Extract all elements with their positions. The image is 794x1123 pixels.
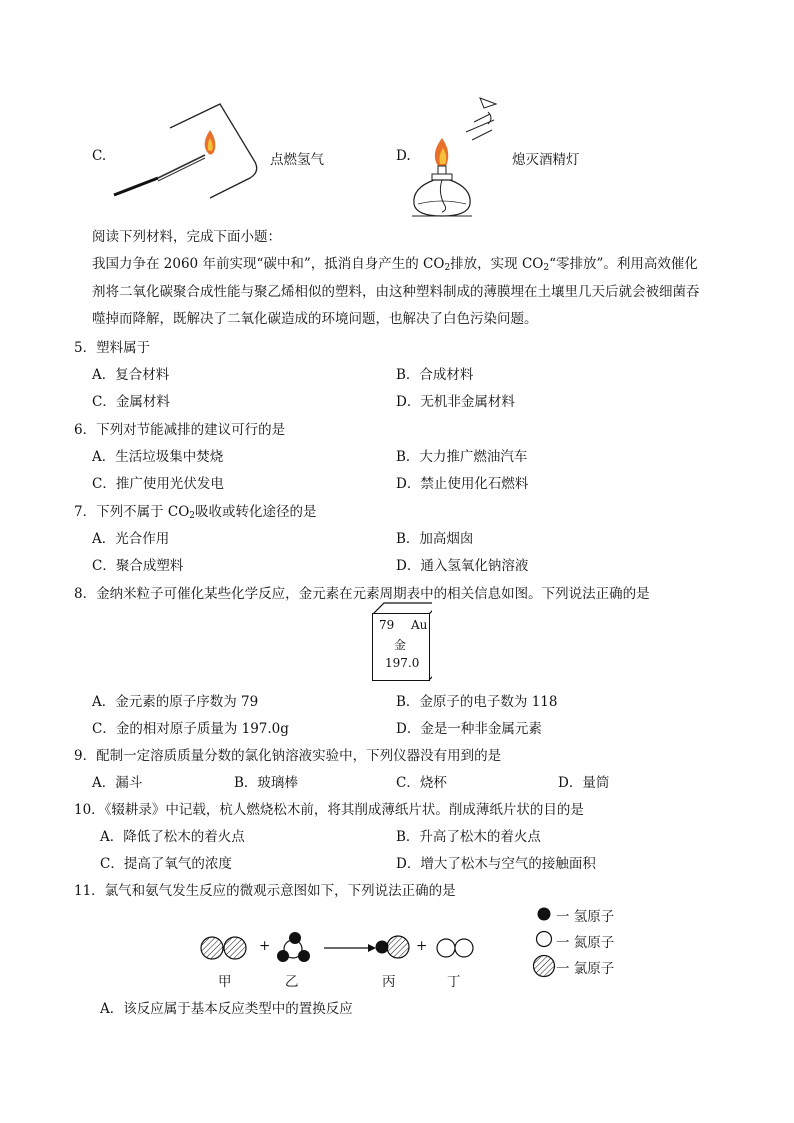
reading-line-2: 剂将二氧化碳聚合成性能与聚乙烯相似的塑料，由这种塑料制成的薄膜埋在土壤里几天后就会被细菌吞 xyxy=(92,284,700,300)
q8-option-a[interactable]: A．金元素的原子序数为 79 xyxy=(92,694,259,710)
reading-line-1: 我国力争在 2060 年前实现“碳中和”，抵消自身产生的 $CO_2$排放，实现 $CO_2“$零排放”。利用高效催化 xyxy=(92,256,698,273)
question-number: 5． xyxy=(74,340,97,356)
question-number: 9． xyxy=(74,748,97,764)
chlorine-atom-legend-icon xyxy=(532,954,556,978)
atomic-mass: 197.0 xyxy=(385,656,420,670)
question-stem: 金纳米粒子可催化某些化学反应，金元素在元素周期表中的相关信息如图。下列说法正确的是 xyxy=(96,586,650,602)
element-name: 金 xyxy=(394,638,407,652)
periodic-element-card xyxy=(372,601,430,681)
option-d-caption: 熄灭酒精灯 xyxy=(512,152,580,168)
q6-option-d[interactable]: D．禁止使用化石燃料 xyxy=(396,476,529,492)
question-stem: 《辍耕录》中记载，杭人燃烧松木前，将其削成薄纸片状。削成薄纸片状的目的是 xyxy=(104,802,584,818)
element-symbol: Au xyxy=(411,618,428,632)
label-ding: 丁 xyxy=(447,974,461,990)
q9-option-c[interactable]: C．烧杯 xyxy=(396,775,447,791)
nitrogen-atom-legend-icon xyxy=(535,930,553,948)
plus-sign: + xyxy=(416,938,428,954)
option-d-label: D. xyxy=(396,148,411,164)
question-11 xyxy=(74,879,456,899)
element-card-front xyxy=(372,613,430,681)
question-10 xyxy=(74,798,584,818)
question-number: 6． xyxy=(74,422,97,438)
option-c-label: C. xyxy=(92,148,107,164)
hydrogen-ignition-figure xyxy=(110,100,270,210)
chlorine-atom xyxy=(201,937,223,959)
question-stem: 塑料属于 xyxy=(96,340,151,356)
q8-option-c[interactable]: C．金的相对原子质量为 197.0g xyxy=(92,721,289,737)
q6-option-c[interactable]: C．推广使用光伏发电 xyxy=(92,476,224,492)
reading-line-3: 噬掉而降解，既解决了二氧化碳造成的环境问题，也解决了白色污染问题。 xyxy=(92,311,538,327)
question-stem: 配制一定溶质质量分数的氯化钠溶液实验中，下列仪器没有用到的是 xyxy=(96,748,502,764)
question-number: 10． xyxy=(74,802,105,818)
reaction-diagram xyxy=(196,928,486,968)
q10-option-b[interactable]: B．升高了松木的着火点 xyxy=(396,829,541,845)
q5-option-a[interactable]: A．复合材料 xyxy=(92,367,170,383)
reading-intro: 阅读下列材料，完成下面小题： xyxy=(92,229,281,245)
q8-option-b[interactable]: B．金原子的电子数为 118 xyxy=(396,694,558,710)
question-number: 8． xyxy=(74,586,97,602)
q7-option-c[interactable]: C．聚合成塑料 xyxy=(92,558,184,574)
question-stem: 氯气和氨气发生反应的微观示意图如下，下列说法正确的是 xyxy=(104,883,456,899)
alcohol-lamp-figure xyxy=(408,92,508,222)
legend-chlorine: 一 氯原子 xyxy=(556,961,615,977)
atomic-number: 79 xyxy=(379,618,395,632)
hydrogen-atom xyxy=(277,950,289,962)
chlorine-atom xyxy=(224,937,246,959)
label-yi: 乙 xyxy=(285,974,299,990)
option-c-caption: 点燃氢气 xyxy=(270,152,324,168)
hydrogen-atom-legend-icon xyxy=(536,906,552,922)
question-number: 11． xyxy=(74,883,105,899)
chlorine-atom xyxy=(387,936,409,958)
q9-option-a[interactable]: A．漏斗 xyxy=(92,775,143,791)
q7-option-a[interactable]: A．光合作用 xyxy=(92,531,170,547)
q7-option-d[interactable]: D．通入氢氧化钠溶液 xyxy=(396,558,529,574)
q10-option-d[interactable]: D．增大了松木与空气的接触面积 xyxy=(396,856,596,872)
question-7: 7．下列不属于 $CO_2$吸收或转化途径的是 xyxy=(74,504,317,521)
nitrogen-atom xyxy=(437,939,455,957)
q9-option-d[interactable]: D．量筒 xyxy=(558,775,610,791)
plus-sign: + xyxy=(259,938,271,954)
q5-option-c[interactable]: C．金属材料 xyxy=(92,394,170,410)
hydrogen-atom xyxy=(298,950,310,962)
question-6 xyxy=(74,418,285,438)
q5-option-d[interactable]: D．无机非金属材料 xyxy=(396,394,515,410)
hydrogen-atom xyxy=(289,932,301,944)
question-number: 7． xyxy=(74,504,97,520)
q11-option-a[interactable]: A．该反应属于基本反应类型中的置换反应 xyxy=(100,1001,353,1017)
q6-option-a[interactable]: A．生活垃圾集中焚烧 xyxy=(92,449,224,465)
q8-option-d[interactable]: D．金是一种非金属元素 xyxy=(396,721,542,737)
question-stem: 下列对节能减排的建议可行的是 xyxy=(96,422,286,438)
q7-option-b[interactable]: B．加高烟囱 xyxy=(396,531,474,547)
legend-hydrogen: 一 氢原子 xyxy=(556,909,615,925)
question-9 xyxy=(74,744,501,764)
q10-option-a[interactable]: A．降低了松木的着火点 xyxy=(100,829,245,845)
q6-option-b[interactable]: B．大力推广燃油汽车 xyxy=(396,449,528,465)
q9-option-b[interactable]: B．玻璃棒 xyxy=(234,775,298,791)
question-8 xyxy=(74,582,650,602)
q10-option-c[interactable]: C．提高了氧气的浓度 xyxy=(100,856,232,872)
label-jia: 甲 xyxy=(218,974,232,990)
nitrogen-atom xyxy=(455,939,473,957)
q5-option-b[interactable]: B．合成材料 xyxy=(396,367,474,383)
label-bing: 丙 xyxy=(382,974,396,990)
question-5 xyxy=(74,336,150,356)
legend-nitrogen: 一 氮原子 xyxy=(556,935,615,951)
